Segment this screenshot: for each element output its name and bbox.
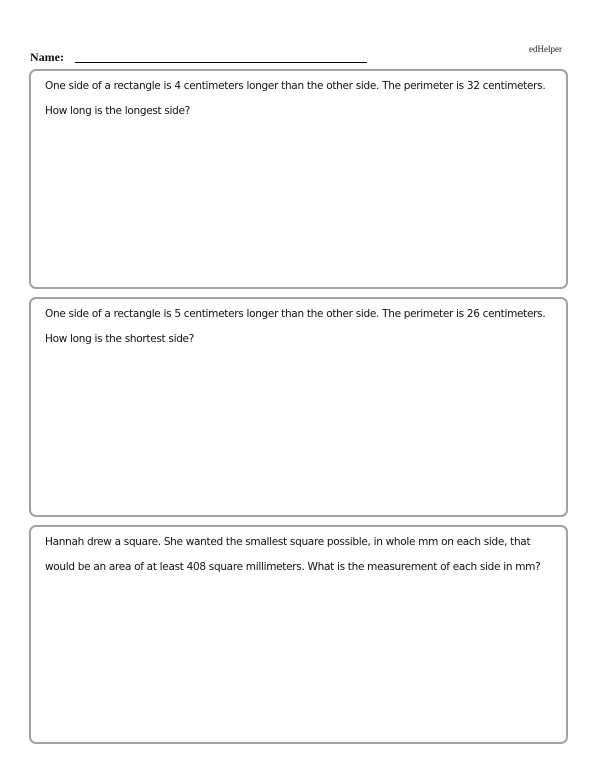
question-text: One side of a rectangle is 5 centimeters longer than the other side. The perimeter is 26 centimeters. How long is the shortest side?: [45, 308, 546, 345]
brand-label: edHelper: [529, 44, 562, 54]
question-box-1[interactable]: [29, 69, 568, 289]
question-text: One side of a rectangle is 4 centimeters longer than the other side. The perimeter is 32 centimeters. How long is the longest side?: [45, 80, 546, 117]
question-box-3[interactable]: [29, 525, 568, 744]
question-text: Hannah drew a square. She wanted the smallest square possible, in whole mm on each side, that would be an area of at least 408 square millimeters. What is the measurement of each side in mm?: [45, 536, 541, 573]
question-box-2[interactable]: [29, 297, 568, 517]
name-input-line[interactable]: [75, 62, 367, 63]
name-label: Name:: [30, 50, 64, 64]
